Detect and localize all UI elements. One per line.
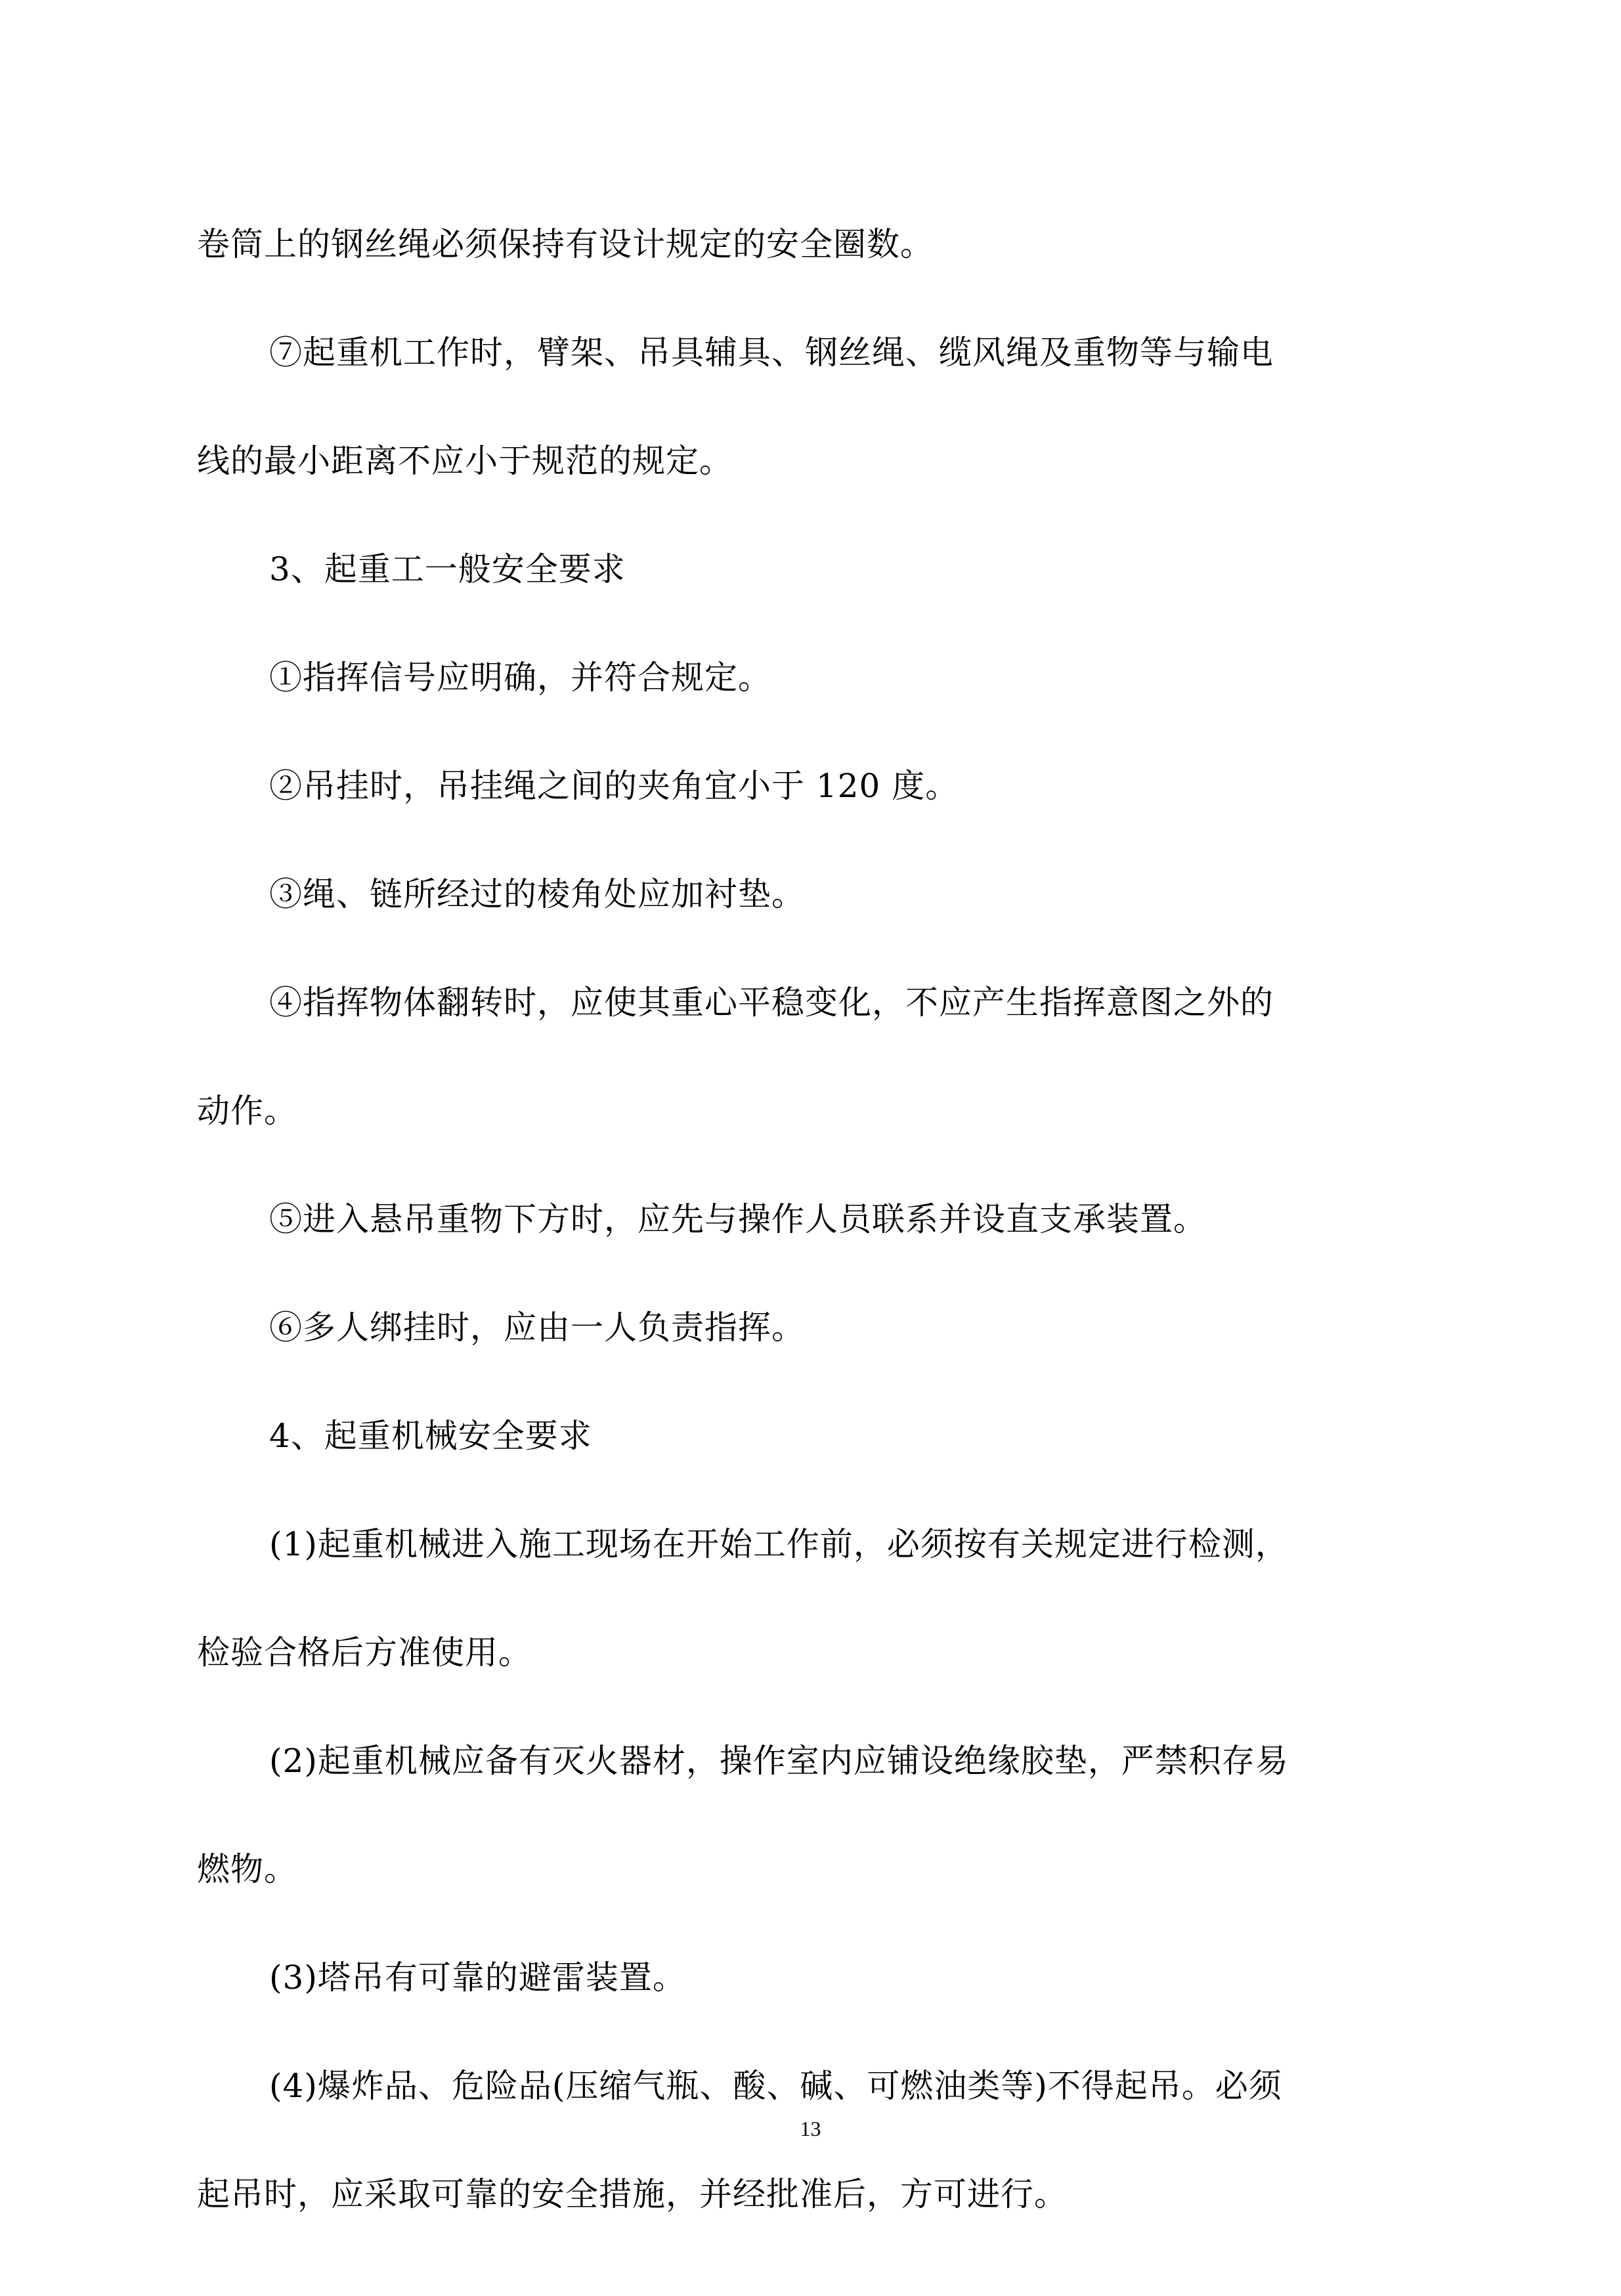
section-heading-3 bbox=[197, 515, 1431, 624]
paragraph-line: (1)起重机械进入施工现场在开始工作前，必须按有关规定进行检测， bbox=[269, 1525, 1289, 1563]
paragraph-line: ⑤进入悬吊重物下方时，应先与操作人员联系并设直支承装置。 bbox=[269, 1200, 1207, 1238]
paragraph-clause-3 bbox=[197, 1924, 1431, 2032]
paragraph-clause-2 bbox=[197, 1707, 1431, 1924]
paragraph-line: ⑥多人绑挂时，应由一人负责指挥。 bbox=[269, 1309, 805, 1347]
paragraph-item-1 bbox=[197, 624, 1431, 732]
paragraph-item-2 bbox=[197, 732, 1431, 840]
page-number: 13 bbox=[800, 2117, 821, 2140]
paragraph-item-5 bbox=[197, 1165, 1431, 1274]
paragraph-clause-1 bbox=[197, 1490, 1431, 1707]
paragraph-line: 燃物。 bbox=[197, 1850, 297, 1888]
paragraph-line: ②吊挂时，吊挂绳之间的夹角宜小于 120 度。 bbox=[269, 767, 959, 805]
paragraph-item-4 bbox=[197, 949, 1431, 1165]
paragraph-item-3 bbox=[197, 840, 1431, 949]
paragraph-line: ①指挥信号应明确，并符合规定。 bbox=[269, 659, 771, 697]
paragraph-line: 线的最小距离不应小于规范的规定。 bbox=[197, 442, 733, 480]
paragraph-line: ④指挥物体翻转时，应使其重心平稳变化，不应产生指挥意图之外的 bbox=[269, 984, 1274, 1022]
paragraph-item-7 bbox=[197, 299, 1431, 515]
paragraph-line: 起吊时，应采取可靠的安全措施，并经批准后，方可进行。 bbox=[197, 2175, 1068, 2213]
section-heading-4 bbox=[197, 1382, 1431, 1490]
paragraph-line: (4)爆炸品、危险品(压缩气瓶、酸、碱、可燃油类等)不得起吊。必须 bbox=[269, 2067, 1282, 2105]
paragraph-continuation bbox=[197, 190, 1431, 299]
paragraph-line: (3)塔吊有可靠的避雷装置。 bbox=[269, 1959, 686, 1997]
paragraph-line: 动作。 bbox=[197, 1092, 297, 1130]
paragraph-item-6 bbox=[197, 1274, 1431, 1382]
paragraph-line: 3、起重工一般安全要求 bbox=[269, 550, 626, 588]
paragraph-line: ⑦起重机工作时，臂架、吊具辅具、钢丝绳、缆风绳及重物等与输电 bbox=[269, 334, 1274, 372]
paragraph-line: ③绳、链所经过的棱角处应加衬垫。 bbox=[269, 875, 805, 913]
paragraph-line: 4、起重机械安全要求 bbox=[269, 1417, 592, 1455]
paragraph-line: 卷筒上的钢丝绳必须保持有设计规定的安全圈数。 bbox=[197, 225, 934, 263]
paragraph-line: (2)起重机械应备有灭火器材，操作室内应铺设绝缘胶垫，严禁积存易 bbox=[269, 1742, 1289, 1780]
paragraph-line: 检验合格后方准使用。 bbox=[197, 1634, 532, 1672]
